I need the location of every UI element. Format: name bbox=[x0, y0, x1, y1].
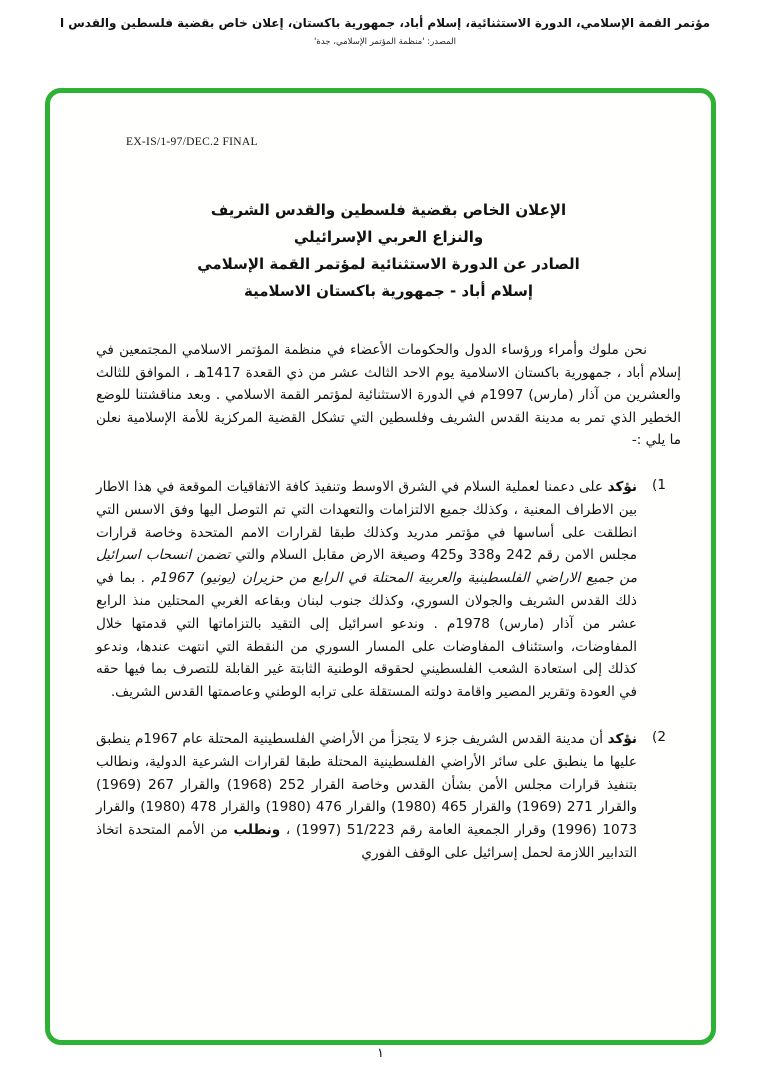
list-item-2 bbox=[96, 728, 681, 865]
page-number: ١ bbox=[377, 1046, 384, 1061]
title-line-2: والنزاع العربي الإسرائيلي bbox=[293, 228, 484, 246]
item-2-text bbox=[96, 728, 637, 865]
title-line-4: إسلام أباد - جمهورية باكستان الاسلامية bbox=[243, 282, 534, 300]
archive-header bbox=[0, 0, 770, 47]
item-1-lead: نؤكد bbox=[607, 478, 637, 495]
item-2-number: (2 bbox=[652, 728, 666, 745]
item-2-lead: نؤكد bbox=[607, 730, 637, 747]
item-2-demand-lead: ونطلب bbox=[233, 822, 281, 839]
title-line-1: الإعلان الخاص بقضية فلسطين والقدس الشريف bbox=[210, 201, 567, 219]
item-2-body-a: أن مدينة القدس الشريف جزء لا يتجزأ من الأراضي الفلسطينية المحتلة عام 1967م ينطبق عليها ما ينطبق على سائر الأراضي الفلسطينية المحتلة طبقا لقرارات الشرعية الدولية، ونطالب بتنفيذ قرارات مجلس الأمن بشأن القدس وخاصة القرار 252 (1968) والقرار 267 (1969) والقرار 271 (1969) والقرار 465 (1980) والقرار 476 (1980) والقرار 478 (1980) والقرار 1073 (1996) وقرار الجمعية العامة رقم 51/223 (1997) ، bbox=[96, 730, 638, 839]
item-1-text bbox=[96, 476, 637, 704]
document-reference: EX-IS/1-97/DEC.2 FINAL bbox=[126, 136, 258, 148]
preamble-paragraph: نحن ملوك وأمراء ورؤساء الدول والحكومات الأعضاء في منظمة المؤتمر الاسلامي المجتمعين في إسلام أباد ، جمهورية باكستان الاسلامية يوم الاحد الثالث عشر من ذي القعدة 1417هـ ، الموافق للثالث والعشرين من آذار (مارس) 1997م في الدورة الاستثنائية لمؤتمر القمة الاسلامي . وبعد مناقشتنا للوضع الخطير الذي تمر به مدينة القدس الشريف وفلسطين التي تشكل القضية المركزية للأمة الإسلامية نعلن ما يلي :- bbox=[96, 342, 682, 449]
item-1-number: (1 bbox=[652, 476, 666, 493]
document-title-block bbox=[96, 197, 681, 305]
document-frame bbox=[45, 88, 716, 1045]
item-1-italic-text: تضمن انسحاب اسرائيل من جميع الاراضي الفلسطينية والعربية المحتلة في الرابع من حزيران (يونيو) 1967م . bbox=[96, 547, 637, 587]
item-1-body-b: بما في ذلك القدس الشريف والجولان السوري، وكذلك جنوب لبنان وبقاعه الغربي المحتلين منذ الرابع عشر من آذار (مارس) 1978م . وندعو اسرائيل إلى التقيد بالتزاماتها التي قدمتها خلال المفاوضات، واستئناف المفاوضات على المسار السوري من النقطة التي انتهت عندها، وندعو كذلك إلى استعادة الشعب الفلسطيني لحقوقه الوطنية الثابتة غير القابلة للتصرف بما فيها حقه في العودة وتقرير المصير واقامة دولته المستقلة على ترابه الوطني وعاصمتها القدس الشريف. bbox=[96, 570, 637, 701]
archive-source-line: المصدر: 'منظمة المؤتمر الإسلامي، جدة' bbox=[314, 37, 456, 47]
list-item-1 bbox=[96, 476, 681, 704]
item-1-body-a: على دعمنا لعملية السلام في الشرق الاوسط وتنفيذ كافة الاتفاقيات الموقعة في هذا الاطار بين الاطراف المعنية ، وكذلك جميع الالتزامات والتعهدات التي تم التوصل اليها وفق الاسس التي انطلقت على أساسها في مؤتمر مدريد وكذلك طبقا لقرارات الامم المتحدة وخاصة قرارات مجلس الامن رقم 242 و338 و425 وصيغة الارض مقابل السلام والتي bbox=[96, 478, 637, 564]
archive-title: مؤتمر القمة الإسلامي، الدورة الاستثنائية، إسلام أباد، جمهورية باكستان، إعلان خاص بقضية فلسطين والقدس ا bbox=[59, 16, 711, 30]
document-content bbox=[50, 93, 711, 865]
title-line-3: الصادر عن الدورة الاستثنائية لمؤتمر القمة الإسلامي bbox=[197, 255, 580, 273]
numbered-items bbox=[96, 476, 681, 865]
item-2-body-b: من الأمم المتحدة اتخاذ التدابير اللازمة لحمل إسرائيل على الوقف الفوري bbox=[96, 822, 637, 861]
